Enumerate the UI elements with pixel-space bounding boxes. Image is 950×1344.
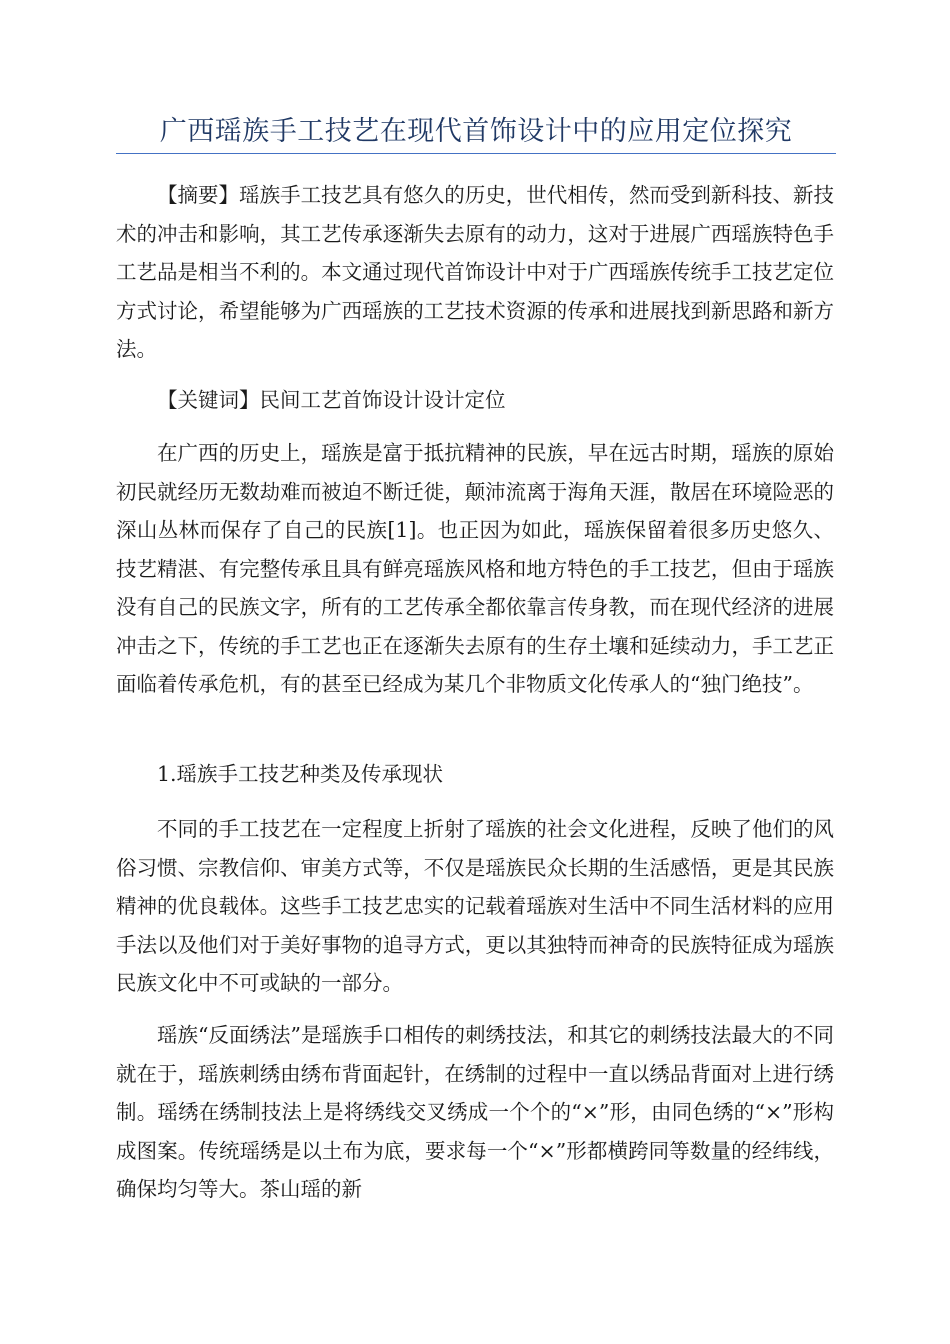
abstract-paragraph: 【摘要】瑶族手工技艺具有悠久的历史，世代相传，然而受到新科技、新技术的冲击和影响，其工艺传承逐渐失去原有的动力，这对于进展广西瑶族特色手工艺品是相当不利的。本文通过现代首饰设计中对于广西瑶族传统手工技艺定位方式讨论，希望能够为广西瑶族的工艺技术资源的传承和进展找到新思路和新方法。	[116, 183, 834, 361]
keywords-line: 【关键词】民间工艺首饰设计设计定位	[157, 388, 506, 412]
body-paragraph-2: 不同的手工技艺在一定程度上折射了瑶族的社会文化进程，反映了他们的风俗习惯、宗教信仰、审美方式等，不仅是瑶族民众长期的生活感悟，更是其民族精神的优良载体。这些手工技艺忠实的记载着瑶族对生活中不同生活材料的应用手法以及他们对于美好事物的追寻方式，更以其独特而神奇的民族特征成为瑶族民族文化中不可或缺的一部分。	[116, 817, 834, 995]
body-paragraph-3: 瑶族“反面绣法”是瑶族手口相传的刺绣技法，和其它的刺绣技法最大的不同就在于，瑶族刺绣由绣布背面起针，在绣制的过程中一直以绣品背面对上进行绣制。瑶绣在绣制技法上是将绣线交叉绣成一个个的“×”形，由同色绣的“×”形构成图案。传统瑶绣是以土布为底，要求每一个“×”形都横跨同等数量的经纬线，确保均匀等大。茶山瑶的新	[116, 1023, 834, 1201]
section-heading-1: 1.瑶族手工技艺种类及传承现状	[157, 762, 444, 786]
document-title: 广西瑶族手工技艺在现代首饰设计中的应用定位探究	[159, 116, 793, 147]
title-underline	[116, 153, 836, 154]
body-paragraph-1: 在广西的历史上，瑶族是富于抵抗精神的民族，早在远古时期，瑶族的原始初民就经历无数劫难而被迫不断迁徙，颠沛流离于海角天涯，散居在环境险恶的深山丛林而保存了自己的民族[1]。也正因为如此，瑶族保留着很多历史悠久、技艺精湛、有完整传承且具有鲜亮瑶族风格和地方特色的手工技艺，但由于瑶族没有自己的民族文字，所有的工艺传承全都依靠言传身教，而在现代经济的进展冲击之下，传统的手工艺也正在逐渐失去原有的生存土壤和延续动力，手工艺正面临着传承危机，有的甚至已经成为某几个非物质文化传承人的“独门绝技”。	[116, 441, 834, 696]
